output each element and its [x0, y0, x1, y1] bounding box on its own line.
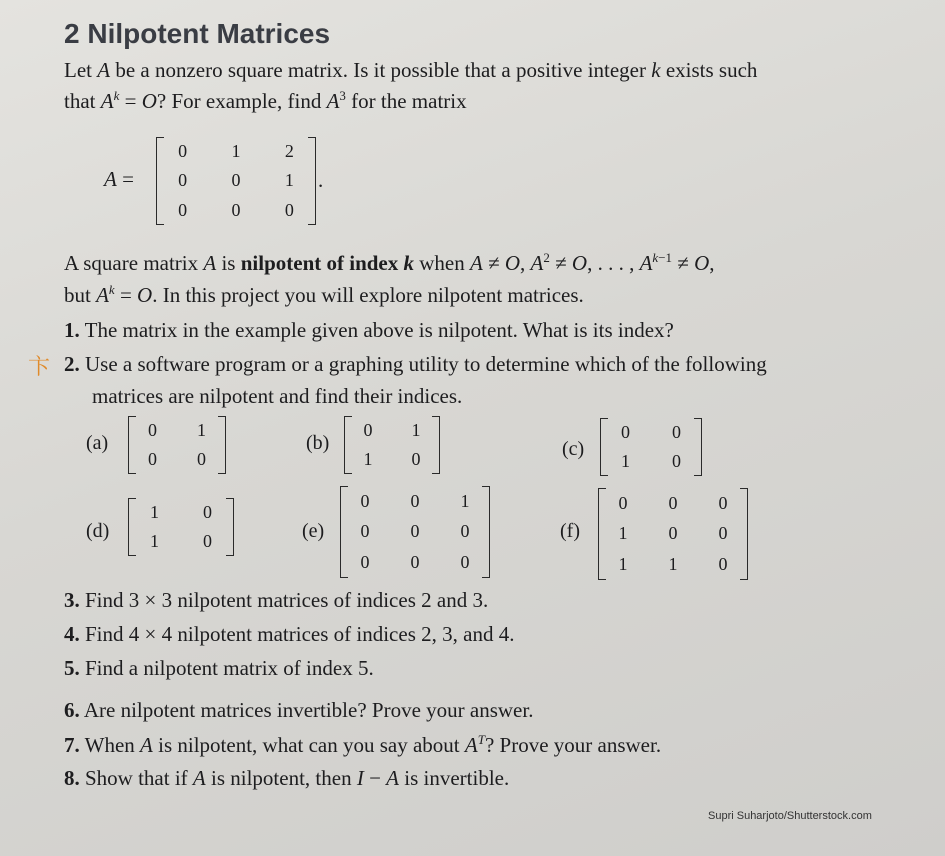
matrix-a-part-label: (a): [86, 432, 109, 454]
question-8: 8. Show that if A is nilpotent, then I − A is invertible.: [64, 766, 510, 790]
question-2-line-2: matrices are nilpotent and find their indices.: [92, 384, 463, 408]
matrix-b: 0 1 1 0: [344, 416, 440, 474]
question-5: 5. Find a nilpotent matrix of index 5.: [64, 656, 374, 680]
question-7: 7. When A is nilpotent, what can you say about $A^T$? Prove your answer.: [64, 732, 662, 757]
matrix-d: 1 0 1 0: [128, 498, 234, 556]
question-1: 1. The matrix in the example given above is nilpotent. What is its index?: [64, 318, 674, 342]
matrix-period: .: [318, 168, 324, 192]
photo-credit: Supri Suharjoto/Shutterstock.com: [708, 810, 872, 822]
matrix-c-part-label: (c): [562, 438, 585, 460]
matrix-a: 0 1 0 0: [128, 416, 226, 474]
matrix-a-label: A =: [104, 167, 134, 191]
question-6: 6. Are nilpotent matrices invertible? Prove your answer.: [64, 698, 534, 722]
example-matrix: 0 1 2 0 0 1 0 0 0: [156, 137, 316, 225]
definition-line-1: A square matrix A is nilpotent of index k when A ≠ O, $A^2 \ne O$, . . . , $A^{k-1} \ne O$,: [64, 250, 715, 275]
question-2: 2. Use a software program or a graphing utility to determine which of the following: [64, 352, 767, 376]
question-4: 4. Find 4 × 4 nilpotent matrices of indices 2, 3, and 4.: [64, 622, 515, 646]
handwritten-mark: 卞: [28, 355, 51, 380]
question-3: 3. Find 3 × 3 nilpotent matrices of indices 2 and 3.: [64, 588, 489, 612]
definition-line-2: but $A^k = O$. In this project you will explore nilpotent matrices.: [64, 282, 584, 307]
matrix-e-part-label: (e): [302, 520, 325, 542]
matrix-d-part-label: (d): [86, 520, 110, 542]
section-title: 2 Nilpotent Matrices: [64, 18, 331, 49]
intro-line-2: that $A^k = O$? For example, find $A^3$ for the matrix: [64, 88, 467, 113]
matrix-c: 0 0 1 0: [600, 418, 702, 476]
intro-line-1: Let A be a nonzero square matrix. Is it possible that a positive integer k exists such: [64, 58, 758, 82]
matrix-e: 0 0 1 0 0 0 0 0 0: [340, 486, 490, 578]
matrix-b-part-label: (b): [306, 432, 330, 454]
matrix-f: 0 0 0 1 0 0 1 1 0: [598, 488, 748, 580]
matrix-f-part-label: (f): [560, 520, 580, 542]
